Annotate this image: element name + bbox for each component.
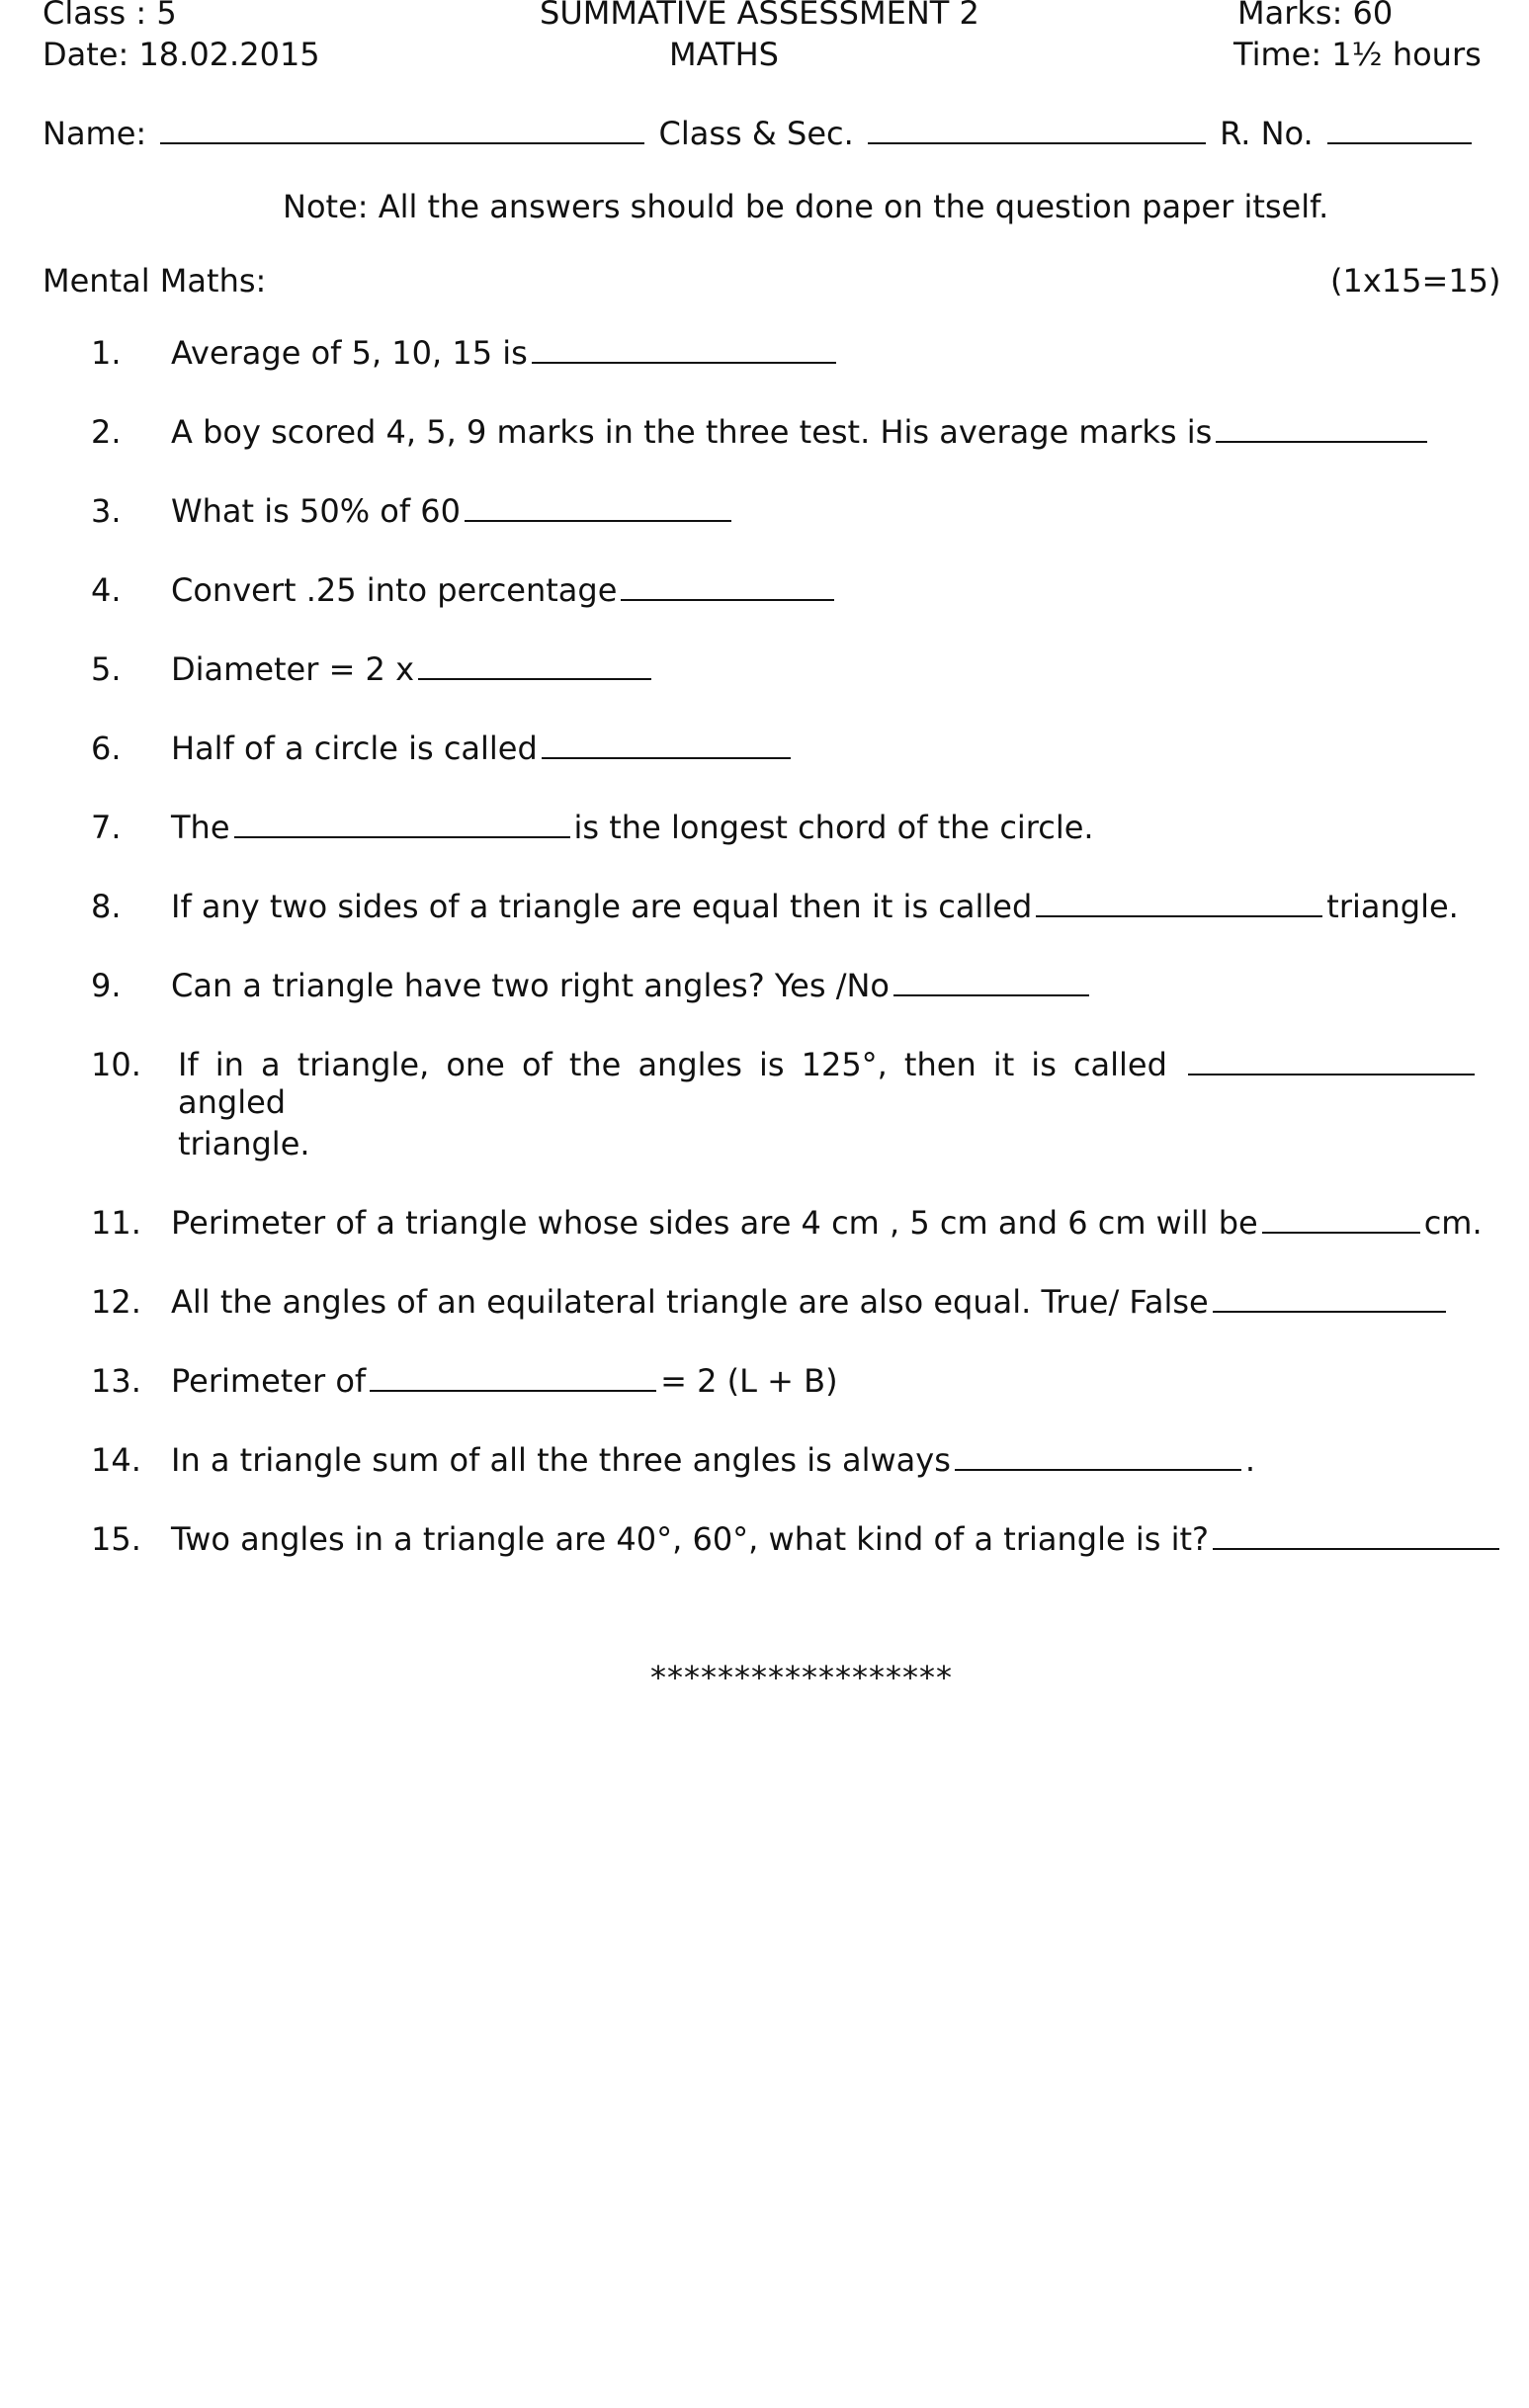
question-text-tail: angled (178, 1083, 287, 1121)
question-text-tail: cm. (1423, 1204, 1483, 1242)
question-text-tail: = 2 (L + B) (660, 1362, 838, 1400)
question-number: 12. (91, 1283, 141, 1321)
answer-blank[interactable] (1036, 888, 1322, 917)
question-15 (171, 1520, 1503, 1558)
answer-blank[interactable] (1216, 413, 1427, 443)
question-5 (171, 650, 655, 688)
answer-blank[interactable] (370, 1362, 656, 1392)
answer-blank[interactable] (465, 492, 731, 522)
answer-blank[interactable] (418, 650, 651, 680)
answer-blank[interactable] (621, 571, 834, 601)
question-8 (171, 888, 1459, 925)
answer-blank[interactable] (1262, 1204, 1420, 1234)
question-number: 14. (91, 1441, 141, 1479)
subject-label: MATHS (669, 36, 779, 73)
question-10 (178, 1046, 1479, 1121)
question-text-tail: . (1244, 1441, 1256, 1479)
roll-label: R. No. (1220, 115, 1314, 152)
question-1 (171, 334, 840, 372)
question-number: 3. (91, 492, 122, 530)
question-number: 11. (91, 1204, 141, 1242)
question-text: Perimeter of a triangle whose sides are 4 cm , 5 cm and 6 cm will be (171, 1204, 1258, 1242)
question-number: 5. (91, 650, 122, 688)
answer-blank[interactable] (1213, 1283, 1446, 1313)
question-7 (171, 809, 1094, 846)
marks-label: Marks: 60 (1237, 0, 1394, 32)
date-label: Date: 18.02.2015 (42, 36, 320, 73)
question-text-tail: triangle. (1326, 888, 1459, 925)
time-label: Time: 1½ hours (1233, 36, 1482, 73)
question-number: 7. (91, 809, 122, 846)
question-text: Two angles in a triangle are 40°, 60°, what kind of a triangle is it? (171, 1520, 1209, 1558)
roll-field[interactable] (1327, 115, 1472, 144)
question-text: All the angles of an equilateral triangle are also equal. True/ False (171, 1283, 1209, 1321)
question-4 (171, 571, 838, 609)
question-text: Can a triangle have two right angles? Yes /No (171, 967, 890, 1004)
answer-blank[interactable] (234, 809, 570, 838)
answer-blank[interactable] (1213, 1520, 1499, 1550)
question-text-tail: is the longest chord of the circle. (573, 809, 1094, 846)
question-number: 15. (91, 1520, 141, 1558)
student-details (42, 115, 1476, 152)
question-number: 1. (91, 334, 122, 372)
answer-blank[interactable] (532, 334, 836, 364)
section-title: Mental Maths: (42, 262, 267, 300)
question-number: 13. (91, 1362, 141, 1400)
question-text: Perimeter of (171, 1362, 367, 1400)
question-number: 10. (91, 1046, 141, 1083)
name-field[interactable] (160, 115, 644, 144)
question-9 (171, 967, 1093, 1004)
question-text: Average of 5, 10, 15 is (171, 334, 528, 372)
exam-title: SUMMATIVE ASSESSMENT 2 (540, 0, 979, 32)
question-6 (171, 730, 795, 767)
footer-stars: ****************** (650, 1659, 953, 1696)
section-marks: (1x15=15) (1330, 262, 1501, 300)
question-text: The (171, 809, 230, 846)
question-number: 9. (91, 967, 122, 1004)
class-sec-label: Class & Sec. (658, 115, 854, 152)
question-2 (171, 413, 1431, 451)
question-text: In a triangle sum of all the three angles is always (171, 1441, 951, 1479)
answer-blank[interactable] (955, 1441, 1241, 1471)
question-number: 4. (91, 571, 122, 609)
question-text: If in a triangle, one of the angles is 125°, then it is called (178, 1046, 1167, 1083)
answer-blank[interactable] (893, 967, 1089, 996)
answer-blank[interactable] (542, 730, 791, 759)
question-number: 2. (91, 413, 122, 451)
question-text: Half of a circle is called (171, 730, 538, 767)
question-text: A boy scored 4, 5, 9 marks in the three test. His average marks is (171, 413, 1213, 451)
question-13 (171, 1362, 838, 1400)
note: Note: All the answers should be done on the question paper itself. (283, 188, 1329, 225)
question-12 (171, 1283, 1450, 1321)
question-14 (171, 1441, 1255, 1479)
question-text: Diameter = 2 x (171, 650, 415, 688)
question-text: What is 50% of 60 (171, 492, 462, 530)
class-sec-field[interactable] (868, 115, 1206, 144)
question-11 (171, 1204, 1483, 1242)
class-label: Class : 5 (42, 0, 177, 32)
name-label: Name: (42, 115, 147, 152)
question-10-continued: triangle. (178, 1125, 310, 1162)
question-text: If any two sides of a triangle are equal then it is called (171, 888, 1033, 925)
question-text: Convert .25 into percentage (171, 571, 618, 609)
answer-blank[interactable] (1188, 1046, 1475, 1075)
question-number: 8. (91, 888, 122, 925)
question-3 (171, 492, 735, 530)
question-number: 6. (91, 730, 122, 767)
